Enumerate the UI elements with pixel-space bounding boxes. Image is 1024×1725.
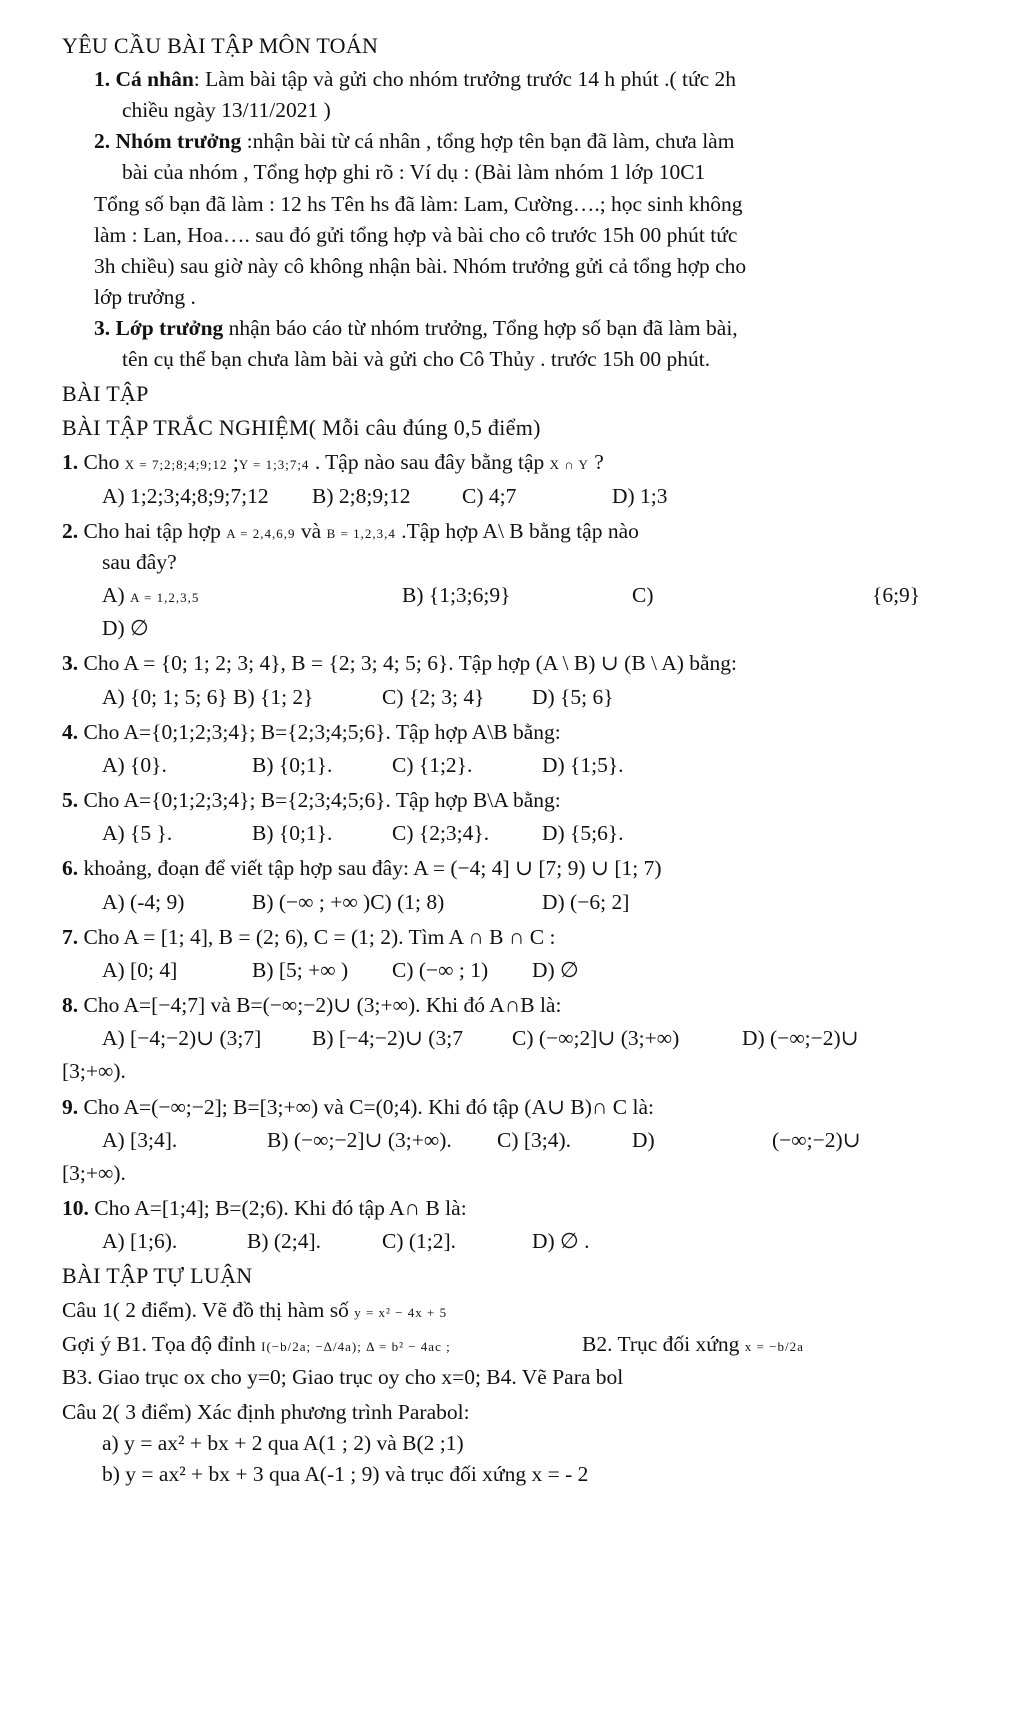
question-10-number: 10. [62,1196,89,1221]
requirement-2-line-2: bài của nhóm , Tổng hợp ghi rõ : Ví dụ : (Bài làm nhóm 1 lớp 10C1 [122,160,706,185]
question-3-text: Cho A = {0; 1; 2; 3; 4}, B = {2; 3; 4; 5; 6}. Tập hợp (A \ B) ∪ (B \ A) bằng: [78,651,738,676]
question-5-option-c: C) {2;3;4}. [392,821,490,846]
question-1-option-d: D) 1;3 [612,483,668,508]
essay-1-axis: x = −b/2a [744,1338,804,1354]
question-9-text: Cho A=(−∞;−2]; B=[3;+∞) và C=(0;4). Khi đó tập (A∪ B)∩ C là: [78,1094,654,1119]
question-9-option-d: D) [632,1127,655,1152]
question-4-option-a: A) {0}. [102,752,167,777]
question-10-text: Cho A=[1;4]; B=(2;6). Khi đó tập A∩ B là: [88,1196,467,1221]
essay-2: Câu 2( 3 điểm) Xác định phương trình Parabol: [62,1399,470,1424]
document-title: YÊU CẦU BÀI TẬP MÔN TOÁN [62,33,379,58]
question-5-option-d: D) {5;6}. [542,821,624,846]
question-2-text-b: và [295,518,327,543]
question-10-option-d: D) ∅ . [532,1229,590,1254]
question-10-option-a: A) [1;6). [102,1229,178,1254]
question-1-sep: ; [227,450,239,475]
question-6-option-a: A) (-4; 9) [102,889,185,914]
question-1-option-b: B) 2;8;9;12 [312,483,411,508]
essay-1-hint-label: Gợi ý B1. Tọa độ đỉnh [62,1331,262,1356]
question-1-options [62,481,964,512]
question-9-number: 9. [62,1094,79,1119]
requirement-2-line-3: Tổng số bạn đã làm : 12 hs Tên hs đã làm: Lam, Cường….; học sinh không [94,191,743,216]
essay-1-text: Câu 1( 2 điểm). Vẽ đồ thị hàm số [62,1298,355,1323]
essay-1-b2-label: B2. Trục đối xứng [582,1331,745,1356]
requirement-1-line-1: : Làm bài tập và gửi cho nhóm trưởng trước 14 h phút .( tức 2h [193,66,737,91]
question-1-number: 1. [62,450,79,475]
question-3-options [62,682,964,713]
requirement-3 [62,313,964,344]
question-8 [62,990,964,1021]
question-7 [62,922,964,953]
question-2-text-a: Cho hai tập hợp [78,518,227,543]
requirement-2-line-5: 3h chiều) sau giờ này cô không nhận bài. Nhóm trưởng gửi cả tổng hợp cho [94,253,747,278]
requirement-2-line-4: làm : Lan, Hoa…. sau đó gửi tổng hợp và bài cho cô trước 15h 00 phút tức [94,222,738,247]
question-2-option-a-set: A = 1,2,3,5 [130,590,200,606]
question-6-number: 6. [62,856,79,881]
question-2-line-2: sau đây? [102,549,177,574]
question-5-option-b: B) {0;1}. [252,821,333,846]
question-2-option-c: C) [632,583,654,608]
question-7-number: 7. [62,924,79,949]
requirement-2-line-1: :nhận bài từ cá nhân , tổng hợp tên bạn đã làm, chưa làm [241,129,735,154]
question-7-option-a: A) [0; 4] [102,957,178,982]
question-4 [62,717,964,748]
question-1-intersection: X ∩ Y [549,457,589,473]
question-6-text: khoảng, đoạn để viết tập hợp sau đây: A = (−4; 4] ∪ [7; 9) ∪ [1; 7) [78,856,662,881]
question-2-text-c: .Tập hợp A\ B bằng tập nào [395,518,639,543]
question-10 [62,1193,964,1224]
question-1-text-c: ? [588,450,604,475]
question-1-set-x: X = 7;2;8;4;9;12 [124,457,228,473]
question-2-option-b: B) {1;3;6;9} [402,583,511,608]
question-7-option-b: B) [5; +∞ ) [252,957,349,982]
requirement-2-label: 2. Nhóm trưởng [94,129,242,154]
question-2-option-d: D) ∅ [102,616,149,641]
question-10-options [62,1226,964,1257]
requirement-1-line-2: chiều ngày 13/11/2021 ) [122,98,331,123]
question-8-option-d-continued: [3;+∞). [62,1059,126,1084]
requirement-3-label: 3. Lớp trưởng [94,316,224,341]
question-2-set-a: A = 2,4,6,9 [226,525,296,541]
question-4-options [62,750,964,781]
question-3-option-c: C) {2; 3; 4} [382,684,485,709]
question-9-options [62,1125,964,1156]
question-1-set-y: Y = 1;3;7;4 [238,457,310,473]
essay-2-part-a: a) y = ax² + bx + 2 qua A(1 ; 2) và B(2 ;1) [102,1431,464,1456]
question-9-option-a: A) [3;4]. [102,1127,178,1152]
essay-1-hint-b2 [582,1329,804,1360]
question-9-option-d-value: (−∞;−2)∪ [772,1127,861,1152]
question-2-options [62,580,964,611]
essay-1 [62,1295,964,1326]
essay-1-formula: y = x² − 4x + 5 [354,1305,448,1321]
requirement-3-line-2: tên cụ thể bạn chưa làm bài và gửi cho Cô Thủy . trước 15h 00 phút. [122,347,711,372]
question-10-option-c: C) (1;2]. [382,1229,457,1254]
essay-1-hint-b3: B3. Giao trục ox cho y=0; Giao trục oy cho x=0; B4. Vẽ Para bol [62,1364,624,1389]
requirement-2-line-6: lớp trưởng . [94,285,196,310]
question-8-text: Cho A=[−4;7] và B=(−∞;−2)∪ (3;+∞). Khi đó A∩B là: [78,993,562,1018]
question-4-option-d: D) {1;5}. [542,752,624,777]
essay-1-hint-b1 [62,1329,582,1360]
question-6 [62,853,964,884]
essay-1-vertex: I(−b/2a; −Δ/4a); Δ = b² − 4ac ; [261,1338,451,1354]
question-1-option-c: C) 4;7 [462,483,517,508]
question-9-option-d-continued: [3;+∞). [62,1161,126,1185]
section-multiple-choice: BÀI TẬP TRẮC NGHIỆM( Mỗi câu đúng 0,5 điểm) [62,414,541,440]
question-3-option-a: A) {0; 1; 5; 6} B) {1; 2} [102,684,314,709]
question-2-option-a-label: A) [102,583,131,608]
section-essay: BÀI TẬP TỰ LUẬN [62,1262,253,1288]
question-5-options [62,818,964,849]
question-2-option-a [102,580,402,611]
question-7-option-d: D) ∅ [532,957,579,982]
question-7-options [62,955,964,986]
question-1-text-a: Cho [78,450,125,475]
question-2 [62,516,964,547]
question-2-number: 2. [62,518,79,543]
question-7-option-c: C) (−∞ ; 1) [392,957,489,982]
question-5-text: Cho A={0;1;2;3;4}; B={2;3;4;5;6}. Tập hợp B\A bằng: [78,788,561,813]
requirement-1 [62,64,964,95]
question-1 [62,447,964,478]
question-4-option-c: C) {1;2}. [392,752,473,777]
question-1-text-b: . Tập nào sau đây bằng tập [309,450,550,475]
question-9 [62,1092,964,1123]
requirement-2 [62,126,964,157]
question-6-option-b: B) (−∞ ; +∞ )C) (1; 8) [252,889,445,914]
question-8-option-d: D) (−∞;−2)∪ [742,1026,859,1051]
requirement-3-line-1: nhận báo cáo từ nhóm trưởng, Tổng hợp số bạn đã làm bài, [223,316,738,341]
question-3-option-d: D) {5; 6} [532,684,614,709]
question-5-option-a: A) {5 }. [102,821,173,846]
essay-1-hints [62,1329,964,1360]
question-9-option-b: B) (−∞;−2]∪ (3;+∞). [267,1127,452,1152]
question-6-option-d: D) (−6; 2] [542,889,630,914]
question-4-number: 4. [62,719,79,744]
question-8-option-c: C) (−∞;2]∪ (3;+∞) [512,1026,680,1051]
question-2-option-c-value: {6;9} [872,583,921,608]
question-9-option-c: C) [3;4). [497,1127,572,1152]
question-1-option-a: A) 1;2;3;4;8;9;7;12 [102,483,269,508]
question-10-option-b: B) (2;4]. [247,1229,322,1254]
question-4-option-b: B) {0;1}. [252,752,333,777]
question-8-option-a: A) [−4;−2)∪ (3;7] [102,1026,262,1051]
question-4-text: Cho A={0;1;2;3;4}; B={2;3;4;5;6}. Tập hợp A\B bằng: [78,719,561,744]
question-8-number: 8. [62,993,79,1018]
question-8-options [62,1023,964,1054]
question-5 [62,785,964,816]
section-exercises: BÀI TẬP [62,380,149,406]
question-2-set-b: B = 1,2,3,4 [326,525,396,541]
question-3 [62,648,964,679]
question-8-option-b: B) [−4;−2)∪ (3;7 [312,1026,463,1051]
question-6-options [62,887,964,918]
question-7-text: Cho A = [1; 4], B = (2; 6), C = (1; 2). Tìm A ∩ B ∩ C : [78,924,556,949]
question-5-number: 5. [62,788,79,813]
question-3-number: 3. [62,651,79,676]
essay-2-part-b: b) y = ax² + bx + 3 qua A(-1 ; 9) và trục đối xứng x = - 2 [102,1462,589,1487]
requirement-1-label: 1. Cá nhân [94,66,194,91]
